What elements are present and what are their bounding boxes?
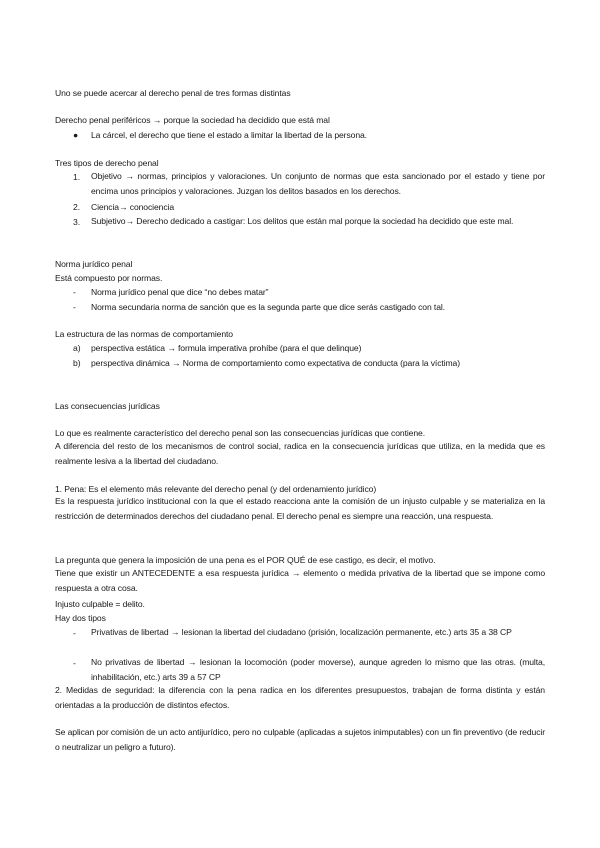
bullet-item: La cárcel, el derecho que tiene el estado a limitar la libertad de la persona. xyxy=(91,130,367,140)
paragraph: Tiene que existir un ANTECEDENTE a esa respuesta jurídica → elemento o medida privativa de la libertad que se impone como respuesta a otra cosa. xyxy=(55,568,545,593)
bullet-icon: ● xyxy=(73,130,79,140)
norma-heading: Norma jurídico penal xyxy=(55,259,133,269)
list-item: Norma secundaria norma de sanción que es la segunda parte que dice serás castigado con tal. xyxy=(91,302,445,312)
list-letter: b) xyxy=(73,358,81,368)
list-item: perspectiva estática → formula imperativa prohíbe (para el que delinque) xyxy=(91,343,362,353)
list-item: perspectiva dinámica → Norma de comportamiento como expectativa de conducta (para la víctima) xyxy=(91,358,460,368)
paragraph: A diferencia del resto de los mecanismos de control social, radica en la consecuencia jurídicas que utiliza, en la medida que es realmente lesiva a la libertad del ciudadano. xyxy=(55,441,545,466)
paragraph: Se aplican por comisión de un acto antijurídico, pero no culpable (aplicadas a sujetos inimputables) con un fin preventivo (de reducir o neutralizar un peligro a futuro). xyxy=(55,727,545,752)
medidas-paragraph: 2. Medidas de seguridad: la diferencia con la pena radica en los diferentes presupuestos, trabajan de forma distinta y están orientadas a la producción de distintos efectos. xyxy=(55,685,545,710)
paragraph: Es la respuesta jurídico institucional con la que el estado reacciona ante la comisión de un injusto culpable y se materializa en la restricción de determinados derechos del ciudadano penal. El derecho penal es siempre una reacción, una respuesta. xyxy=(55,496,545,521)
list-item-privativas: Privativas de libertad → lesionan la libertad del ciudadano (prisión, localización permanente, etc.) arts 35 a 38 CP xyxy=(91,627,512,637)
norma-sub: Está compuesto por normas. xyxy=(55,273,163,283)
consecuencias-heading: Las consecuencias jurídicas xyxy=(55,401,160,411)
list-item-ciencia: Ciencia→ conociencia xyxy=(91,202,175,212)
list-number: 3. xyxy=(73,217,81,227)
dash-icon: - xyxy=(73,287,76,297)
list-letter: a) xyxy=(73,343,81,353)
list-item: Norma jurídico penal que dice “no debes matar” xyxy=(91,287,269,297)
estructura-heading: La estructura de las normas de comportamiento xyxy=(55,329,233,339)
list-number: 1. xyxy=(73,172,81,182)
peripheral-heading: Derecho penal periféricos → porque la sociedad ha decidido que está mal xyxy=(55,115,330,125)
paragraph: Injusto culpable = delito. xyxy=(55,599,145,609)
dash-icon: - xyxy=(73,302,76,312)
list-item-objetivo: Objetivo → normas, principios y valoraciones. Un conjunto de normas que esta sancionado por el estado y tiene por encima unos principios y valoraciones. Juzgan los delitos basados en los derechos. xyxy=(91,171,545,196)
dash-icon: - xyxy=(73,628,76,638)
types-heading: Tres tipos de derecho penal xyxy=(55,158,159,168)
pena-heading: 1. Pena: Es el elemento más relevante del derecho penal (y del ordenamiento jurídico) xyxy=(55,484,377,494)
paragraph: La pregunta que genera la imposición de una pena es el POR QUÉ de ese castigo, es decir, el motivo. xyxy=(55,555,436,565)
paragraph: Lo que es realmente característico del derecho penal son las consecuencias jurídicas que contiene. xyxy=(55,428,425,438)
list-item-no-privativas: No privativas de libertad → lesionan la locomoción (poder moverse), aunque agreden lo mismo que las otras. (multa, inhabilitación, etc.) arts 39 a 57 CP xyxy=(91,657,545,682)
list-item-subjetivo: Subjetivo→ Derecho dedicado a castigar: Los delitos que están mal porque la sociedad ha decidido que este mal. xyxy=(91,216,514,226)
list-number: 2. xyxy=(73,202,81,212)
dash-icon: - xyxy=(73,658,76,668)
paragraph: Hay dos tipos xyxy=(55,613,106,623)
intro-line: Uno se puede acercar al derecho penal de tres formas distintas xyxy=(55,88,291,98)
